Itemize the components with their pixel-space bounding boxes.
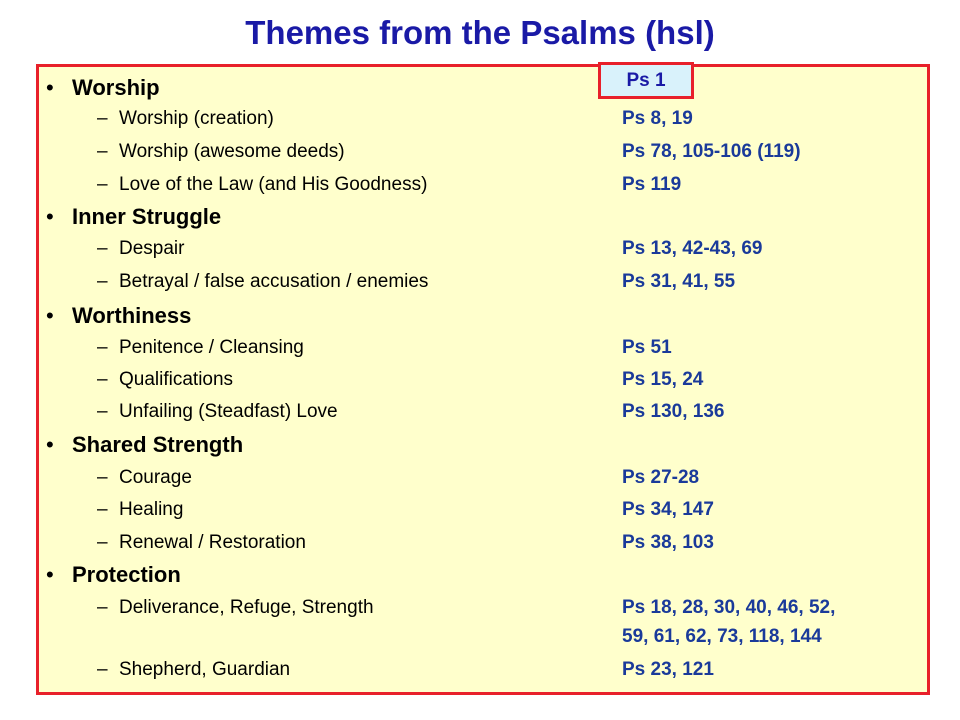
dash-icon: –: [97, 141, 108, 162]
psalm-reference: Ps 13, 42-43, 69: [622, 238, 763, 259]
dash-icon: –: [97, 238, 108, 259]
psalm-one-tag: Ps 1: [598, 62, 694, 99]
dash-icon: –: [97, 108, 108, 129]
dash-icon: –: [97, 467, 108, 488]
bullet-icon: •: [46, 303, 54, 328]
section-heading: Worship: [72, 75, 160, 100]
psalm-reference: Ps 8, 19: [622, 108, 693, 129]
psalm-reference: Ps 27-28: [622, 467, 700, 488]
theme-label: Worship (awesome deeds): [119, 141, 345, 162]
theme-label: Courage: [119, 467, 192, 488]
psalm-reference-continued: 59, 61, 62, 73, 118, 144: [622, 626, 822, 647]
dash-icon: –: [97, 659, 108, 680]
dash-icon: –: [97, 532, 108, 553]
dash-icon: –: [97, 174, 108, 195]
bullet-icon: •: [46, 204, 54, 229]
dash-icon: –: [97, 499, 108, 520]
theme-label: Penitence / Cleansing: [119, 337, 304, 358]
page-title: Themes from the Psalms (hsl): [245, 14, 715, 51]
theme-label: Love of the Law (and His Goodness): [119, 174, 428, 195]
dash-icon: –: [97, 271, 108, 292]
theme-label: Qualifications: [119, 369, 234, 390]
theme-label: Worship (creation): [119, 108, 274, 129]
theme-label: Healing: [119, 499, 184, 520]
dash-icon: –: [97, 597, 108, 618]
psalm-reference: Ps 34, 147: [622, 499, 714, 520]
dash-icon: –: [97, 401, 108, 422]
psalm-reference: Ps 51: [622, 337, 672, 358]
psalm-reference: Ps 130, 136: [622, 401, 725, 422]
theme-label: Despair: [119, 238, 185, 259]
bullet-icon: •: [46, 432, 54, 457]
section-heading: Protection: [72, 562, 181, 587]
psalm-reference: Ps 23, 121: [622, 659, 714, 680]
psalm-reference: Ps 78, 105-106 (119): [622, 141, 801, 162]
bullet-icon: •: [46, 562, 54, 587]
psalm-reference: Ps 18, 28, 30, 40, 46, 52,: [622, 597, 836, 618]
theme-label: Shepherd, Guardian: [119, 659, 291, 680]
section-heading: Worthiness: [72, 303, 192, 328]
psalm-reference: Ps 31, 41, 55: [622, 271, 736, 292]
dash-icon: –: [97, 369, 108, 390]
section-heading: Shared Strength: [72, 432, 244, 457]
theme-label: Unfailing (Steadfast) Love: [119, 401, 338, 422]
section-heading: Inner Struggle: [72, 204, 222, 229]
theme-label: Deliverance, Refuge, Strength: [119, 597, 374, 618]
dash-icon: –: [97, 337, 108, 358]
psalm-reference: Ps 38, 103: [622, 532, 714, 553]
psalm-reference: Ps 15, 24: [622, 369, 704, 390]
theme-label: Betrayal / false accusation / enemies: [119, 271, 429, 292]
theme-label: Renewal / Restoration: [119, 532, 306, 553]
bullet-icon: •: [46, 75, 54, 100]
psalm-reference: Ps 119: [622, 174, 682, 195]
